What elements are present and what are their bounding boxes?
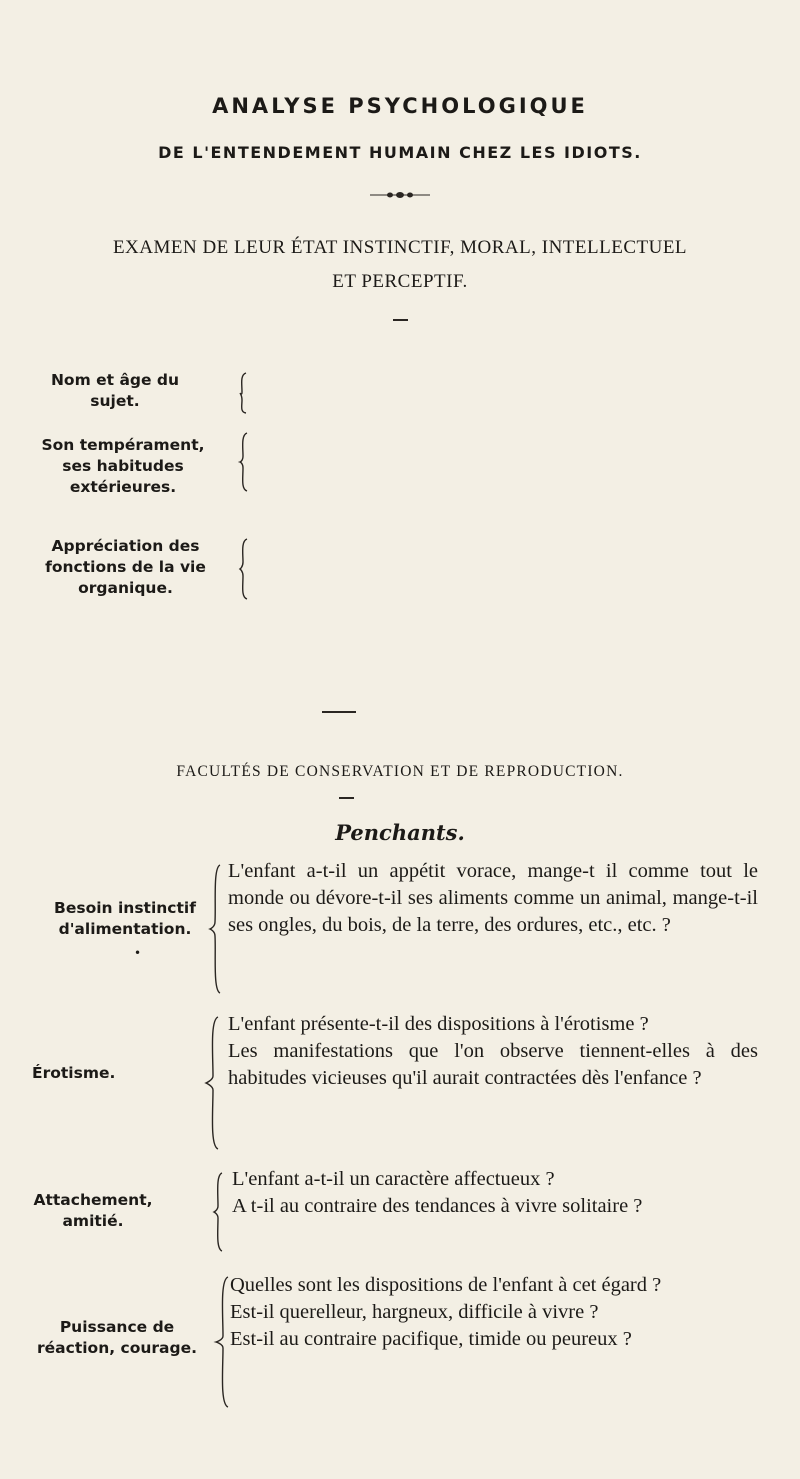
brace	[204, 1016, 222, 1150]
question-text: Les manifestations que l'on observe tiennent-elles à des habitudes vicieuses qu'il aurait contractées dès l'enfance ?	[228, 1040, 758, 1089]
examination-heading-line-1: EXAMEN DE LEUR ÉTAT INSTINCTIF, MORAL, INTELLECTUEL	[112, 237, 688, 258]
brace	[238, 432, 252, 492]
question-courage	[230, 1272, 760, 1353]
subheading-penchants: Penchants.	[335, 820, 465, 845]
short-rule	[339, 797, 354, 799]
ornament-divider	[370, 191, 430, 199]
field-vie-organique: Appréciation des fonctions de la vie organique.	[45, 537, 206, 597]
question-erotisme	[228, 1011, 758, 1092]
short-rule	[322, 711, 356, 713]
brace	[212, 1172, 226, 1252]
brace	[208, 864, 224, 994]
field-temperament: Son tempérament, ses habitudes extérieures.	[41, 436, 205, 496]
brace	[238, 538, 252, 600]
question-label-erotisme: Érotisme.	[32, 1064, 116, 1082]
question-label-alimentation: Besoin instinctif d'alimentation.	[54, 899, 196, 938]
bullet-mark: •	[134, 946, 142, 960]
question-text: Est-il au contraire pacifique, timide ou peureux ?	[230, 1328, 632, 1350]
question-text: L'enfant a-t-il un caractère affectueux ?	[232, 1168, 555, 1190]
question-text: Est-il querelleur, hargneux, difficile à vivre ?	[230, 1301, 599, 1323]
short-rule	[393, 319, 408, 321]
section-title: FACULTÉS DE CONSERVATION ET DE REPRODUCTION.	[176, 763, 624, 780]
document-subtitle: DE L'ENTENDEMENT HUMAIN CHEZ LES IDIOTS.	[158, 143, 642, 162]
examination-heading-line-2: ET PERCEPTIF.	[332, 271, 468, 292]
question-attachement	[232, 1166, 758, 1220]
question-label-attachement: Attachement, amitié.	[33, 1191, 153, 1230]
document-title: ANALYSE PSYCHOLOGIQUE	[212, 94, 588, 118]
brace	[238, 372, 250, 414]
question-text: L'enfant a-t-il un appétit vorace, mange-t il comme tout le monde ou dévore-t-il ses aliments comme un animal, mange-t-il ses ongles, du bois, de la terre, des ordures, etc., etc. ?	[228, 860, 758, 936]
examination-heading	[0, 231, 800, 299]
question-text: A t-il au contraire des tendances à vivre solitaire ?	[232, 1195, 643, 1217]
field-name-age: Nom et âge du sujet.	[50, 371, 180, 410]
question-alimentation	[228, 858, 758, 939]
question-text: L'enfant présente-t-il des dispositions à l'érotisme ?	[228, 1013, 649, 1035]
question-label-courage: Puissance de réaction, courage.	[37, 1318, 197, 1357]
question-text: Quelles sont les dispositions de l'enfant à cet égard ?	[230, 1274, 662, 1296]
